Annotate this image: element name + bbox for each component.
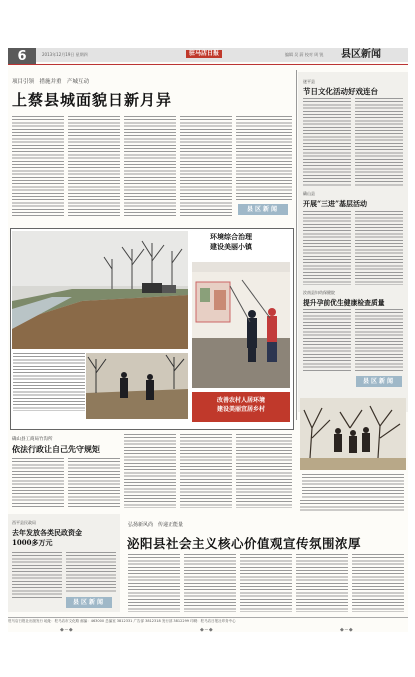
sidebar-item2-label: 确山县 <box>303 191 315 196</box>
footer-ornament-center: ◆─◆ <box>200 627 214 633</box>
bottom-main-text-column <box>352 554 404 612</box>
red-banner-line2: 建设美丽宜居乡村 <box>216 406 265 413</box>
sidebar-text-column <box>303 98 351 186</box>
caption-line2: 建设美丽小镇 <box>210 242 252 251</box>
sidebar-text-column <box>355 211 403 285</box>
lead-text-column <box>12 116 64 218</box>
header-divider <box>8 64 408 65</box>
paper-logo: 驻马店日报 <box>186 50 222 58</box>
lead-stamp: 县区新闻 <box>238 204 288 215</box>
page-footer: 驻马店日报社出版发行 地址：驻马店市文化路 邮编：463000 总编室 3812331 广告部 3812318 发行部 3812299 印刷：驻马店日报社印务中心 <box>8 617 408 624</box>
sidebar-text-column <box>355 98 403 186</box>
bottom-left-label: 西平县民政局 <box>12 520 36 525</box>
lead-text-column <box>124 116 176 218</box>
lead-headline: 上蔡县城面貌日新月异 <box>12 91 173 109</box>
lead-text-column <box>236 116 292 202</box>
sidebar-text-column <box>303 211 351 285</box>
bottom-main-text-column <box>128 554 180 612</box>
mid-left-text-column <box>12 458 64 508</box>
bottom-main-kicker: 弘扬新风尚 传递正能量 <box>128 522 184 528</box>
wall-painting-photo <box>192 262 290 388</box>
lead-kicker: 项目引领 措施并重 产城互动 <box>12 79 90 85</box>
caption-line1: 环境综合治理 <box>210 232 252 241</box>
mid-text-column <box>180 434 232 508</box>
bottom-left-title-1: 去年发放各类民政资金 <box>12 528 82 537</box>
bottom-left-text-column <box>66 552 116 592</box>
sidebar-text-column <box>303 309 351 373</box>
footer-ornament-left: ◆─◆ <box>60 627 74 633</box>
lead-text-column <box>180 116 232 218</box>
sidebar-item1-title: 节日文化活动好戏连台 <box>303 87 378 96</box>
bottom-left-text-column <box>12 552 62 600</box>
red-banner-line1: 改善农村人居环境 <box>216 397 265 404</box>
section-title: 县区新闻 <box>341 49 381 60</box>
road-photo <box>12 231 188 349</box>
red-banner <box>192 392 290 422</box>
editor-line: 编辑 吴 蔚 校对 周 锐 <box>285 52 324 57</box>
mid-left-text-column <box>68 458 120 508</box>
bottom-main-text-column <box>184 554 236 612</box>
photo-story-text <box>13 353 85 411</box>
bottom-left-stamp: 县区新闻 <box>66 597 112 608</box>
date-line: 2013年12月19日 星期四 <box>42 52 88 57</box>
mid-left-title: 依法行政让自己先守规矩 <box>12 444 100 454</box>
mid-text-column <box>300 500 404 512</box>
workers-photo <box>86 353 188 419</box>
bottom-main-title: 泌阳县社会主义核心价值观宣传氛围浓厚 <box>127 536 362 551</box>
mid-text-column <box>236 434 292 508</box>
sidebar-item1-label: 遂平县 <box>303 79 315 84</box>
sidebar-stamp: 县区新闻 <box>356 376 402 387</box>
bottom-left-title-2: 1000多万元 <box>12 538 53 547</box>
mid-text-column <box>124 434 176 508</box>
footer-ornament-right: ◆─◆ <box>340 627 354 633</box>
bottom-main-text-column <box>240 554 292 612</box>
column-divider <box>296 70 297 420</box>
photo-caption-text <box>302 474 404 498</box>
photo-story-caption <box>210 232 270 252</box>
page-number: 6 <box>8 48 36 65</box>
bottom-main-text-column <box>296 554 348 612</box>
mid-left-label: 确山县工商局竹沟所 <box>12 437 53 442</box>
lead-text-column <box>68 116 120 218</box>
pruning-photo <box>300 398 406 470</box>
sidebar-item3-label: 汝南县妇幼保健院 <box>303 290 335 295</box>
sidebar-item3-title: 提升孕前优生健康检查质量 <box>303 299 385 307</box>
sidebar-item2-title: 开展“三进”基层活动 <box>303 199 368 208</box>
sidebar-text-column <box>355 309 403 373</box>
